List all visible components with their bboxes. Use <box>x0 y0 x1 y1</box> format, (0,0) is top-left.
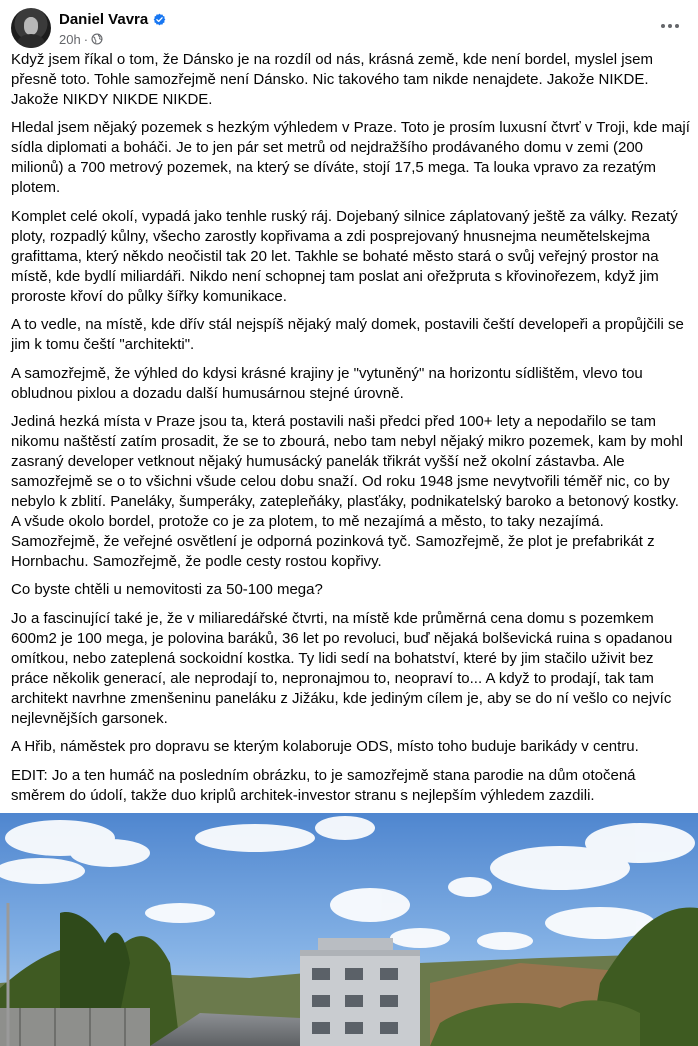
post-text <box>11 50 691 814</box>
post-timestamp[interactable]: 20h <box>59 31 81 47</box>
post-paragraph: A samozřejmě, že výhled do kdysi krásné krajiny je "vytuněný" na horizontu sídlištěm, vlevo tou obludnou pixlou a dozadu další humusárnou stejné úrovně. <box>11 364 643 402</box>
post-paragraph: Komplet celé okolí, vypadá jako tenhle ruský ráj. Dojebaný silnice záplatovaný ještě za války. Rezatý ploty, rozpadlý kůlny, všecho zarostly kopřivama a zdi posprejovaný hnusnejma neumětelskejma grafittama, který někdo neočistil tak 20 let. Takhle se bohaté město stará o svůj veřejný prostor na místě, kde bydlí miliardáři. Nikdo není schopnej tam poslat ani ořežpruta s křovinořezem, když jim proroste křoví do půlky šířky komunikace. <box>11 207 678 305</box>
post-paragraph: A Hřib, náměstek pro dopravu se kterým kolaboruje ODS, místo toho buduje barikády v centru. <box>11 738 639 756</box>
post-paragraph: Když jsem říkal o tom, že Dánsko je na rozdíl od nás, krásná země, kde není bordel, myslel jsem přesně toto. Tohle samozřejmě není Dánsko. Nic takového tam nikde nenajdete. Jakože NIKDE. Jakože NIKDY NIKDE NIKDE. <box>11 51 653 108</box>
author-name[interactable]: Daniel Vavra <box>59 10 149 28</box>
building <box>300 938 420 1046</box>
avatar-face <box>24 17 38 35</box>
post-paragraph: Hledal jsem nějaký pozemek s hezkým výhledem v Praze. Toto je prosím luxusní čtvrť v Troji, kde mají sídla diplomati a boháči. Je to jen pár set metrů od nejdražšího prodávaného domu v zemi (200 milionů) a 700 metrový pozemek, na který se díváte, stojí 17,5 mega. Ta louka vpravo za rezatým plotem. <box>11 119 690 197</box>
avatar-body <box>17 34 45 48</box>
post-paragraph: Jediná hezká místa v Praze jsou ta, která postavili naši předci před 100+ lety a nepodařilo se tam nikomu naštěstí zatím prosadit, že se to zbourá, nebo tam nebyl nějaký mikro pozemek, kam by mohl zasraný developer vetknout nějaký humusácký panelák třikrát vyšší než okolní zástavba. Ale samozřejmě se o to všichni všude celou dobu snaží. Od roku 1948 jsme nevytvořili téměř nic, co by nebylo k zblití. Paneláky, šumperáky, zatepleňáky, plasťáky, podnikatelský baroko a betonový kostky. A všude okolo bordel, protože co je za plotem, to mě nezajímá a město, to taky nezajímá. Samozřejmě, že veřejné osvětlení je odporná pozinková tyč. Samozřejmě, že plot je prefabrikát z Hornbachu. Samozřejmě, že podle cesty rostou kopřivy. <box>11 412 683 570</box>
meta-separator: · <box>83 31 89 47</box>
street-view-photo <box>0 813 698 1046</box>
post-paragraph: Jo a fascinující také je, že v miliaredářské čtvrti, na místě kde průměrná cena domu s pozemkem 600m2 je 100 mega, je polovina baráků, 36 let po revoluci, buď nějaká bolševická ruina s opadanou omítkou, nebo zateplená sockoidní kostka. Ty lidi sedí na bohatství, které by jim stačilo uživit bez práce několik generací, ale neprodají to, nepronajmou to, neopraví to... A když to prodají, tak tam architekt navrhne zmenšeninu paneláku z Jižáku, kde jediným cílem je, aby se do ní vešlo co nejvíc nejlevnějších garsonek. <box>11 609 673 727</box>
more-dot <box>675 24 679 28</box>
avatar[interactable] <box>11 8 51 48</box>
more-options-icon[interactable] <box>652 12 688 40</box>
post-paragraph: Co byste chtěli u nemovitosti za 50-100 mega? <box>11 581 323 599</box>
left-fence <box>0 1008 150 1046</box>
author-line <box>59 9 166 29</box>
post-photo[interactable] <box>0 813 698 1046</box>
post-meta <box>59 31 103 47</box>
post-paragraph: A to vedle, na místě, kde dřív stál nejspíš nějaký malý domek, postavili čeští developeři a propůjčili se jim k tomu čeští "architekti". <box>11 316 684 354</box>
more-dot <box>661 24 665 28</box>
more-dot <box>668 24 672 28</box>
post-paragraph: EDIT: Jo a ten humáč na posledním obrázku, to je samozřejmě stana parodie na dům otočená směrem do údolí, takže duo kriplů architek-investor stranu s nejlepším výhledem zazdili. <box>11 766 636 804</box>
verified-badge-icon <box>153 13 166 26</box>
globe-icon[interactable] <box>91 33 103 45</box>
